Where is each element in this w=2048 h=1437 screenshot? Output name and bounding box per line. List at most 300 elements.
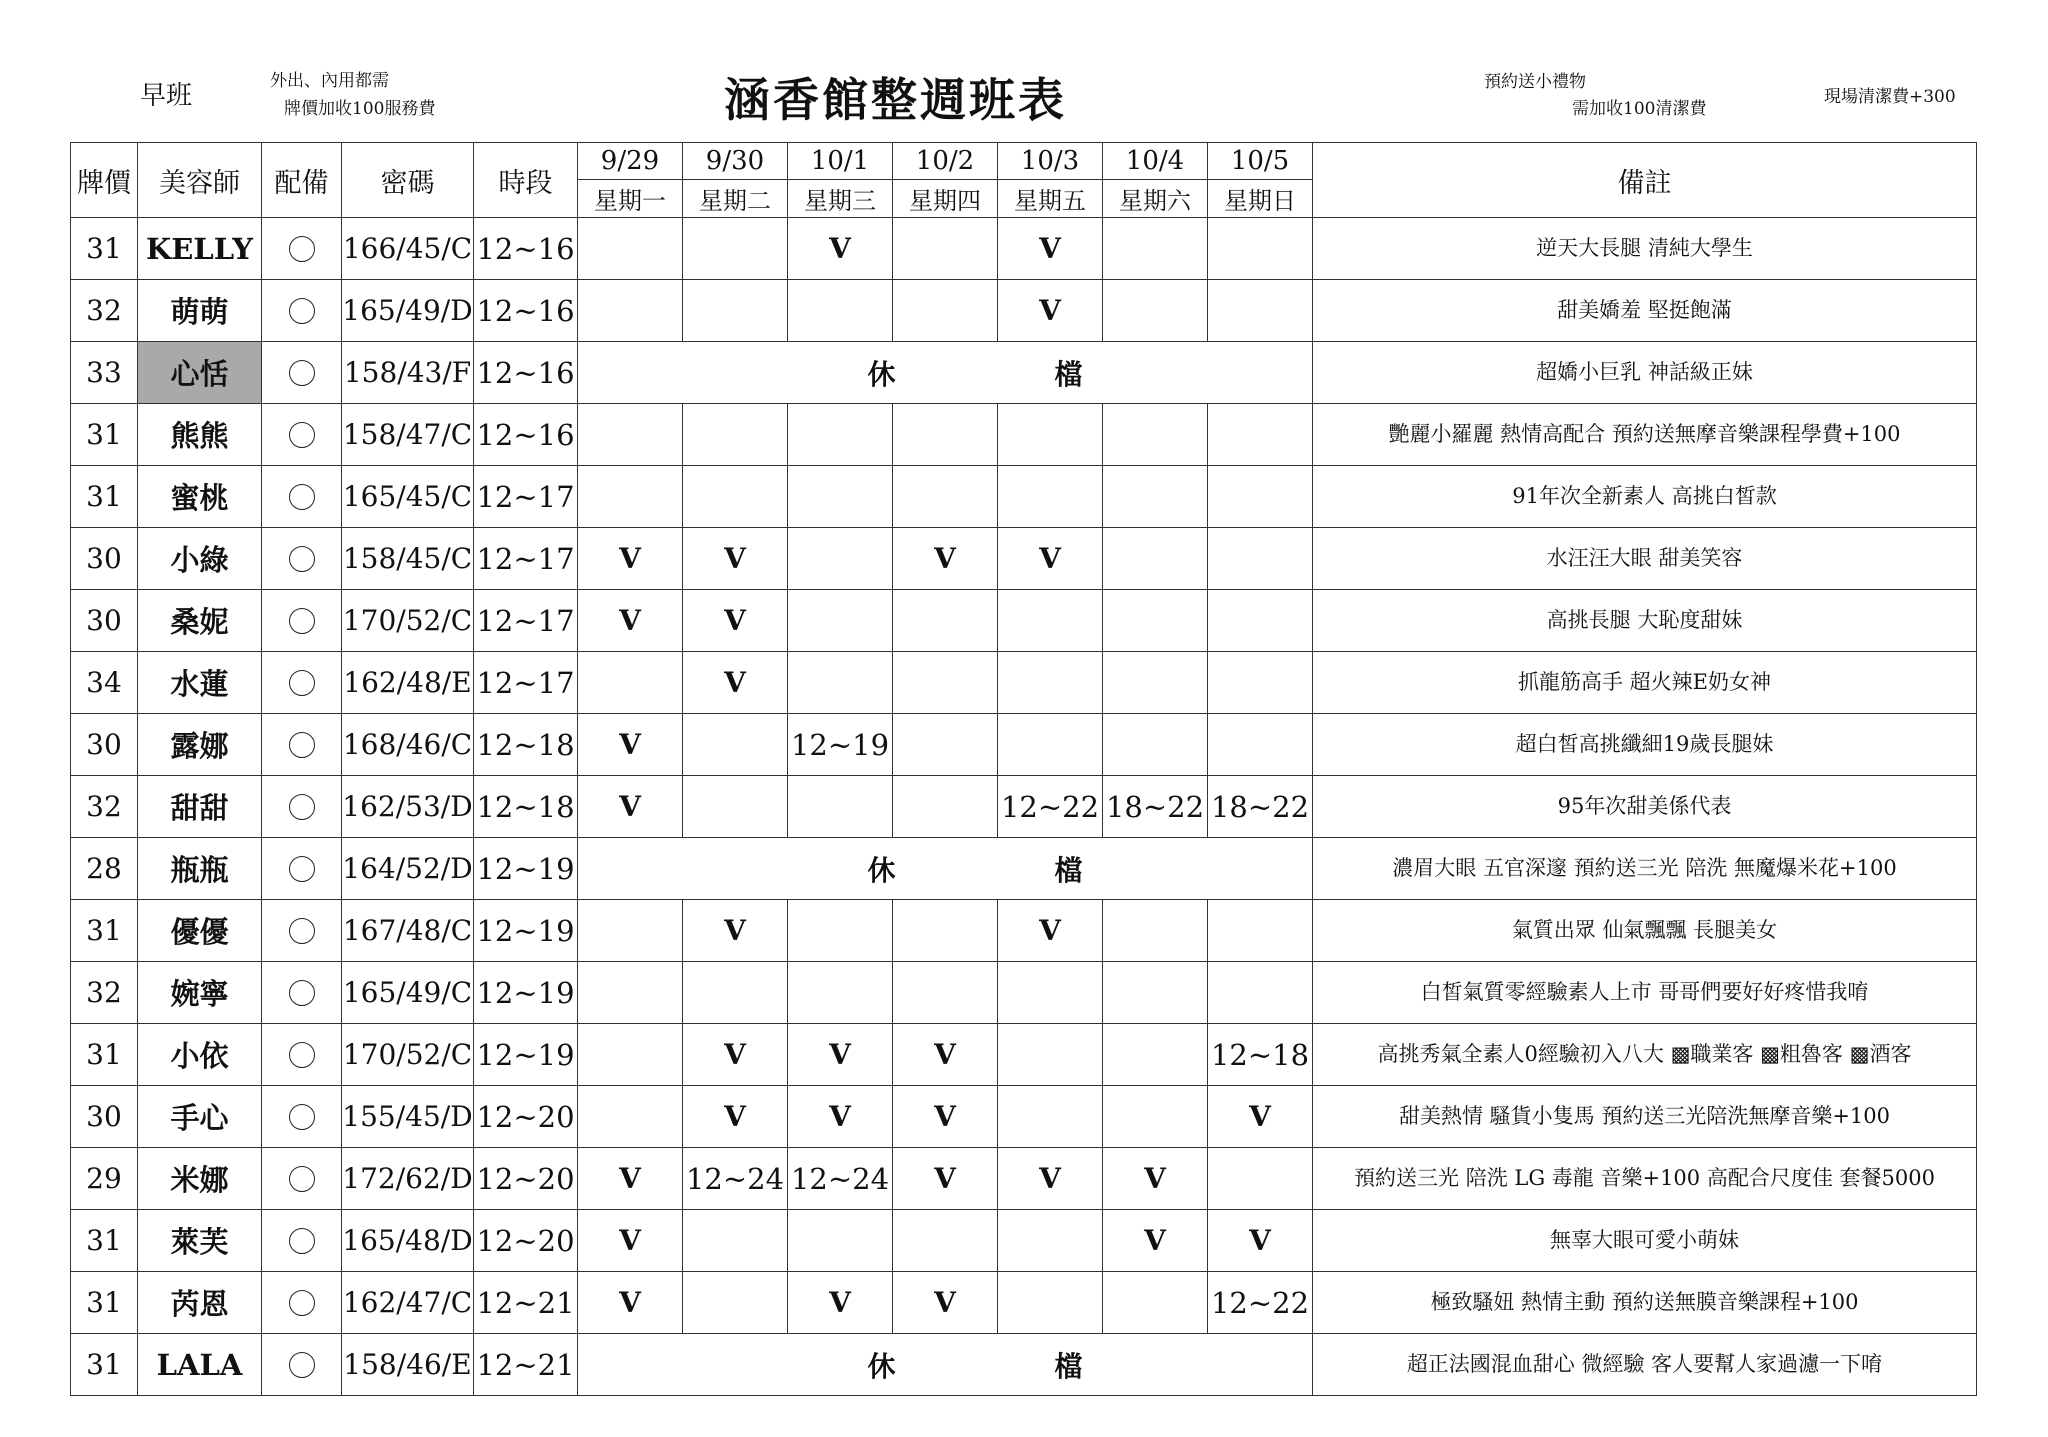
- header-date: 10/5: [1208, 143, 1313, 180]
- day-cell: 12~18: [1208, 1024, 1313, 1086]
- circle-icon: [289, 856, 315, 882]
- table-row: [71, 776, 1977, 838]
- code-cell: 162/47/C: [342, 1272, 474, 1334]
- day-cell: V: [893, 1272, 998, 1334]
- cleaning-fee-note: 現場清潔費+300: [1824, 87, 1956, 107]
- remark-cell: 極致騷妞 熱情主動 預約送無膜音樂課程+100: [1313, 1272, 1977, 1334]
- schedule-rows: [71, 218, 1977, 1396]
- code-cell: 172/62/D: [342, 1148, 474, 1210]
- header-code: 密碼: [342, 143, 474, 218]
- price-cell: 30: [71, 528, 138, 590]
- price-cell: 32: [71, 280, 138, 342]
- circle-icon: [289, 1290, 315, 1316]
- day-cell: [1103, 1086, 1208, 1148]
- day-cell: V: [893, 528, 998, 590]
- header-date: 10/2: [893, 143, 998, 180]
- stylist-name: 心恬: [138, 342, 262, 404]
- gift-note-line1: 預約送小禮物: [1484, 72, 1586, 92]
- day-cell: V: [893, 1148, 998, 1210]
- day-cell: [1208, 218, 1313, 280]
- day-cell: [788, 1210, 893, 1272]
- header-date: 10/3: [998, 143, 1103, 180]
- rest-cell: [578, 1334, 1313, 1396]
- header-price: 牌價: [71, 143, 138, 218]
- day-cell: [998, 1272, 1103, 1334]
- equip-cell: [262, 1024, 342, 1086]
- circle-icon: [289, 608, 315, 634]
- day-cell: [1208, 528, 1313, 590]
- hours-cell: 12~17: [474, 652, 578, 714]
- day-cell: [1103, 1024, 1208, 1086]
- header-weekday: 星期二: [683, 180, 788, 218]
- hours-cell: 12~17: [474, 590, 578, 652]
- day-cell: V: [578, 528, 683, 590]
- day-cell: 12~24: [788, 1148, 893, 1210]
- day-cell: [998, 1024, 1103, 1086]
- header-date: 10/4: [1103, 143, 1208, 180]
- day-cell: [683, 714, 788, 776]
- price-cell: 29: [71, 1148, 138, 1210]
- remark-cell: 高挑長腿 大恥度甜妹: [1313, 590, 1977, 652]
- day-cell: [1208, 962, 1313, 1024]
- day-cell: [1103, 528, 1208, 590]
- remark-cell: 超正法國混血甜心 微經驗 客人要幫人家過濾一下唷: [1313, 1334, 1977, 1396]
- code-cell: 158/47/C: [342, 404, 474, 466]
- code-cell: 170/52/C: [342, 590, 474, 652]
- code-cell: 158/43/F: [342, 342, 474, 404]
- header-date: 9/29: [578, 143, 683, 180]
- stylist-name: KELLY: [138, 218, 262, 280]
- stylist-name: 甜甜: [138, 776, 262, 838]
- code-cell: 170/52/C: [342, 1024, 474, 1086]
- day-cell: [893, 900, 998, 962]
- circle-icon: [289, 236, 315, 262]
- remark-cell: 氣質出眾 仙氣飄飄 長腿美女: [1313, 900, 1977, 962]
- equip-cell: [262, 838, 342, 900]
- equip-cell: [262, 1086, 342, 1148]
- day-cell: V: [1103, 1210, 1208, 1272]
- day-cell: [1103, 714, 1208, 776]
- day-cell: [893, 218, 998, 280]
- circle-icon: [289, 670, 315, 696]
- remark-cell: 水汪汪大眼 甜美笑容: [1313, 528, 1977, 590]
- table-row: [71, 1210, 1977, 1272]
- circle-icon: [289, 298, 315, 324]
- page-title: 涵香館整週班表: [724, 73, 1067, 127]
- day-cell: [1208, 1148, 1313, 1210]
- code-cell: 158/46/E: [342, 1334, 474, 1396]
- hours-cell: 12~20: [474, 1210, 578, 1272]
- rest-label: 檔: [1054, 1349, 1083, 1383]
- circle-icon: [289, 422, 315, 448]
- day-cell: [578, 652, 683, 714]
- stylist-name: 芮恩: [138, 1272, 262, 1334]
- table-row: [71, 652, 1977, 714]
- day-cell: [683, 1210, 788, 1272]
- remark-cell: 超嬌小巨乳 神話級正妹: [1313, 342, 1977, 404]
- rest-label: 休: [867, 357, 896, 391]
- price-cell: 31: [71, 1024, 138, 1086]
- stylist-name: 婉寧: [138, 962, 262, 1024]
- day-cell: 12~22: [1208, 1272, 1313, 1334]
- rest-label: 休: [867, 853, 896, 887]
- day-cell: [1208, 714, 1313, 776]
- remark-cell: 白皙氣質零經驗素人上市 哥哥們要好好疼惜我唷: [1313, 962, 1977, 1024]
- stylist-name: 小依: [138, 1024, 262, 1086]
- equip-cell: [262, 776, 342, 838]
- hours-cell: 12~18: [474, 776, 578, 838]
- header-weekday: 星期五: [998, 180, 1103, 218]
- day-cell: [1103, 900, 1208, 962]
- table-row: [71, 528, 1977, 590]
- hours-cell: 12~16: [474, 404, 578, 466]
- day-cell: [788, 466, 893, 528]
- day-cell: [788, 590, 893, 652]
- price-cell: 34: [71, 652, 138, 714]
- day-cell: [788, 280, 893, 342]
- day-cell: [788, 652, 893, 714]
- header-weekday: 星期三: [788, 180, 893, 218]
- rest-cell: [578, 342, 1313, 404]
- hours-cell: 12~16: [474, 218, 578, 280]
- rest-cell: [578, 838, 1313, 900]
- day-cell: V: [578, 1272, 683, 1334]
- price-cell: 30: [71, 590, 138, 652]
- day-cell: V: [998, 218, 1103, 280]
- price-cell: 32: [71, 962, 138, 1024]
- stylist-name: 手心: [138, 1086, 262, 1148]
- price-cell: 31: [71, 1334, 138, 1396]
- stylist-name: LALA: [138, 1334, 262, 1396]
- day-cell: [683, 280, 788, 342]
- price-cell: 31: [71, 1210, 138, 1272]
- day-cell: [1208, 466, 1313, 528]
- equip-cell: [262, 466, 342, 528]
- code-cell: 165/45/C: [342, 466, 474, 528]
- day-cell: V: [683, 528, 788, 590]
- day-cell: [1208, 404, 1313, 466]
- day-cell: [998, 714, 1103, 776]
- day-cell: V: [998, 1148, 1103, 1210]
- table-row: [71, 838, 1977, 900]
- hours-cell: 12~18: [474, 714, 578, 776]
- hours-cell: 12~19: [474, 900, 578, 962]
- equip-cell: [262, 342, 342, 404]
- day-cell: V: [578, 1148, 683, 1210]
- day-cell: [578, 900, 683, 962]
- service-fee-note-line1: 外出、內用都需: [270, 71, 389, 91]
- day-cell: [1103, 218, 1208, 280]
- day-cell: [1103, 962, 1208, 1024]
- day-cell: V: [788, 1272, 893, 1334]
- equip-cell: [262, 1148, 342, 1210]
- day-cell: [1208, 590, 1313, 652]
- day-cell: [998, 590, 1103, 652]
- day-cell: V: [578, 776, 683, 838]
- day-cell: [578, 404, 683, 466]
- stylist-name: 優優: [138, 900, 262, 962]
- hours-cell: 12~17: [474, 528, 578, 590]
- day-cell: [893, 714, 998, 776]
- stylist-name: 萌萌: [138, 280, 262, 342]
- day-cell: [1208, 280, 1313, 342]
- price-cell: 31: [71, 900, 138, 962]
- day-cell: [893, 1210, 998, 1272]
- header-date: 9/30: [683, 143, 788, 180]
- day-cell: [1208, 652, 1313, 714]
- rest-label: 檔: [1054, 853, 1083, 887]
- hours-cell: 12~21: [474, 1272, 578, 1334]
- table-row: [71, 590, 1977, 652]
- price-cell: 30: [71, 1086, 138, 1148]
- table-row: [71, 404, 1977, 466]
- circle-icon: [289, 980, 315, 1006]
- day-cell: [893, 962, 998, 1024]
- circle-icon: [289, 1352, 315, 1378]
- price-cell: 30: [71, 714, 138, 776]
- day-cell: [893, 404, 998, 466]
- table-row: [71, 1272, 1977, 1334]
- day-cell: V: [1208, 1086, 1313, 1148]
- equip-cell: [262, 404, 342, 466]
- day-cell: [1208, 900, 1313, 962]
- code-cell: 165/48/D: [342, 1210, 474, 1272]
- day-cell: [683, 466, 788, 528]
- equip-cell: [262, 1334, 342, 1396]
- remark-cell: 超白皙高挑纖細19歲長腿妹: [1313, 714, 1977, 776]
- table-row: [71, 342, 1977, 404]
- equip-cell: [262, 280, 342, 342]
- day-cell: [1103, 404, 1208, 466]
- gift-note-line2: 需加收100清潔費: [1572, 99, 1707, 119]
- equip-cell: [262, 528, 342, 590]
- table-row: [71, 1024, 1977, 1086]
- day-cell: V: [578, 714, 683, 776]
- code-cell: 164/52/D: [342, 838, 474, 900]
- code-cell: 166/45/C: [342, 218, 474, 280]
- price-cell: 31: [71, 1272, 138, 1334]
- table-row: [71, 962, 1977, 1024]
- table-row: [71, 466, 1977, 528]
- remark-cell: 甜美熱情 騷貨小隻馬 預約送三光陪洗無摩音樂+100: [1313, 1086, 1977, 1148]
- header-weekday: 星期日: [1208, 180, 1313, 218]
- day-cell: V: [998, 280, 1103, 342]
- stylist-name: 水蓮: [138, 652, 262, 714]
- equip-cell: [262, 962, 342, 1024]
- hours-cell: 12~20: [474, 1086, 578, 1148]
- header-hours: 時段: [474, 143, 578, 218]
- day-cell: [1103, 466, 1208, 528]
- day-cell: 12~24: [683, 1148, 788, 1210]
- equip-cell: [262, 900, 342, 962]
- price-cell: 31: [71, 218, 138, 280]
- header-date: 10/1: [788, 143, 893, 180]
- hours-cell: 12~20: [474, 1148, 578, 1210]
- remark-cell: 逆天大長腿 清純大學生: [1313, 218, 1977, 280]
- day-cell: [893, 590, 998, 652]
- code-cell: 158/45/C: [342, 528, 474, 590]
- day-cell: 12~19: [788, 714, 893, 776]
- remark-cell: 艷麗小羅麗 熱情高配合 預約送無摩音樂課程學費+100: [1313, 404, 1977, 466]
- day-cell: [1103, 280, 1208, 342]
- stylist-name: 小綠: [138, 528, 262, 590]
- circle-icon: [289, 1166, 315, 1192]
- price-cell: 31: [71, 404, 138, 466]
- circle-icon: [289, 546, 315, 572]
- day-cell: V: [788, 1024, 893, 1086]
- day-cell: [998, 466, 1103, 528]
- day-cell: V: [683, 1086, 788, 1148]
- stylist-name: 桑妮: [138, 590, 262, 652]
- day-cell: [998, 404, 1103, 466]
- remark-cell: 高挑秀氣全素人0經驗初入八大 ▩職業客 ▩粗魯客 ▩酒客: [1313, 1024, 1977, 1086]
- day-cell: 18~22: [1208, 776, 1313, 838]
- day-cell: V: [998, 528, 1103, 590]
- day-cell: [998, 962, 1103, 1024]
- code-cell: 165/49/D: [342, 280, 474, 342]
- day-cell: [788, 776, 893, 838]
- table-row: [71, 900, 1977, 962]
- day-cell: [788, 900, 893, 962]
- day-cell: V: [683, 652, 788, 714]
- day-cell: V: [578, 590, 683, 652]
- day-cell: V: [998, 900, 1103, 962]
- day-cell: V: [683, 590, 788, 652]
- day-cell: [788, 404, 893, 466]
- table-row: [71, 1334, 1977, 1396]
- circle-icon: [289, 1042, 315, 1068]
- table-row: [71, 280, 1977, 342]
- price-cell: 32: [71, 776, 138, 838]
- stylist-name: 蜜桃: [138, 466, 262, 528]
- day-cell: [578, 218, 683, 280]
- day-cell: [893, 776, 998, 838]
- circle-icon: [289, 1228, 315, 1254]
- day-cell: V: [578, 1210, 683, 1272]
- remark-cell: 濃眉大眼 五官深邃 預約送三光 陪洗 無魔爆米花+100: [1313, 838, 1977, 900]
- day-cell: V: [683, 1024, 788, 1086]
- day-cell: [683, 1272, 788, 1334]
- day-cell: [1103, 652, 1208, 714]
- equip-cell: [262, 1210, 342, 1272]
- code-cell: 167/48/C: [342, 900, 474, 962]
- header-weekday: 星期六: [1103, 180, 1208, 218]
- hours-cell: 12~19: [474, 962, 578, 1024]
- price-cell: 28: [71, 838, 138, 900]
- header-stylist: 美容師: [138, 143, 262, 218]
- circle-icon: [289, 1104, 315, 1130]
- circle-icon: [289, 484, 315, 510]
- code-cell: 162/48/E: [342, 652, 474, 714]
- price-cell: 31: [71, 466, 138, 528]
- equip-cell: [262, 590, 342, 652]
- day-cell: V: [1208, 1210, 1313, 1272]
- table-row: [71, 1148, 1977, 1210]
- day-cell: [683, 218, 788, 280]
- equip-cell: [262, 714, 342, 776]
- service-fee-note-line2: 牌價加收100服務費: [284, 99, 436, 119]
- remark-cell: 抓龍筋高手 超火辣E奶女神: [1313, 652, 1977, 714]
- remark-cell: 甜美嬌羞 堅挺飽滿: [1313, 280, 1977, 342]
- remark-cell: 91年次全新素人 高挑白皙款: [1313, 466, 1977, 528]
- price-cell: 33: [71, 342, 138, 404]
- hours-cell: 12~19: [474, 838, 578, 900]
- hours-cell: 12~16: [474, 280, 578, 342]
- shift-label: 早班: [140, 81, 193, 111]
- rest-label: 檔: [1054, 357, 1083, 391]
- hours-cell: 12~21: [474, 1334, 578, 1396]
- day-cell: [788, 962, 893, 1024]
- table-row: [71, 714, 1977, 776]
- schedule-table: [70, 142, 1977, 1396]
- day-cell: [893, 466, 998, 528]
- code-cell: 165/49/C: [342, 962, 474, 1024]
- hours-cell: 12~17: [474, 466, 578, 528]
- equip-cell: [262, 652, 342, 714]
- hours-cell: 12~16: [474, 342, 578, 404]
- header-remark: 備註: [1313, 143, 1977, 218]
- day-cell: [578, 280, 683, 342]
- stylist-name: 熊熊: [138, 404, 262, 466]
- stylist-name: 米娜: [138, 1148, 262, 1210]
- code-cell: 168/46/C: [342, 714, 474, 776]
- day-cell: [893, 652, 998, 714]
- header-equip: 配備: [262, 143, 342, 218]
- code-cell: 162/53/D: [342, 776, 474, 838]
- day-cell: V: [683, 900, 788, 962]
- circle-icon: [289, 732, 315, 758]
- day-cell: V: [1103, 1148, 1208, 1210]
- day-cell: [788, 528, 893, 590]
- day-cell: [893, 280, 998, 342]
- header-weekday: 星期一: [578, 180, 683, 218]
- day-cell: V: [788, 1086, 893, 1148]
- day-cell: 12~22: [998, 776, 1103, 838]
- stylist-name: 萊芙: [138, 1210, 262, 1272]
- day-cell: [1103, 590, 1208, 652]
- remark-cell: 95年次甜美係代表: [1313, 776, 1977, 838]
- day-cell: [1103, 1272, 1208, 1334]
- day-cell: [578, 962, 683, 1024]
- day-cell: V: [788, 218, 893, 280]
- day-cell: [683, 404, 788, 466]
- equip-cell: [262, 1272, 342, 1334]
- header-weekday: 星期四: [893, 180, 998, 218]
- day-cell: [578, 466, 683, 528]
- day-cell: [683, 776, 788, 838]
- day-cell: 18~22: [1103, 776, 1208, 838]
- day-cell: [683, 962, 788, 1024]
- stylist-name: 露娜: [138, 714, 262, 776]
- code-cell: 155/45/D: [342, 1086, 474, 1148]
- stylist-name: 瓶瓶: [138, 838, 262, 900]
- table-row: [71, 218, 1977, 280]
- day-cell: [578, 1024, 683, 1086]
- day-cell: V: [893, 1024, 998, 1086]
- circle-icon: [289, 918, 315, 944]
- day-cell: [998, 1210, 1103, 1272]
- table-row: [71, 1086, 1977, 1148]
- circle-icon: [289, 360, 315, 386]
- day-cell: [998, 652, 1103, 714]
- remark-cell: 預約送三光 陪洗 LG 毒龍 音樂+100 高配合尺度佳 套餐5000: [1313, 1148, 1977, 1210]
- day-cell: [578, 1086, 683, 1148]
- day-cell: [998, 1086, 1103, 1148]
- hours-cell: 12~19: [474, 1024, 578, 1086]
- rest-label: 休: [867, 1349, 896, 1383]
- day-cell: V: [893, 1086, 998, 1148]
- circle-icon: [289, 794, 315, 820]
